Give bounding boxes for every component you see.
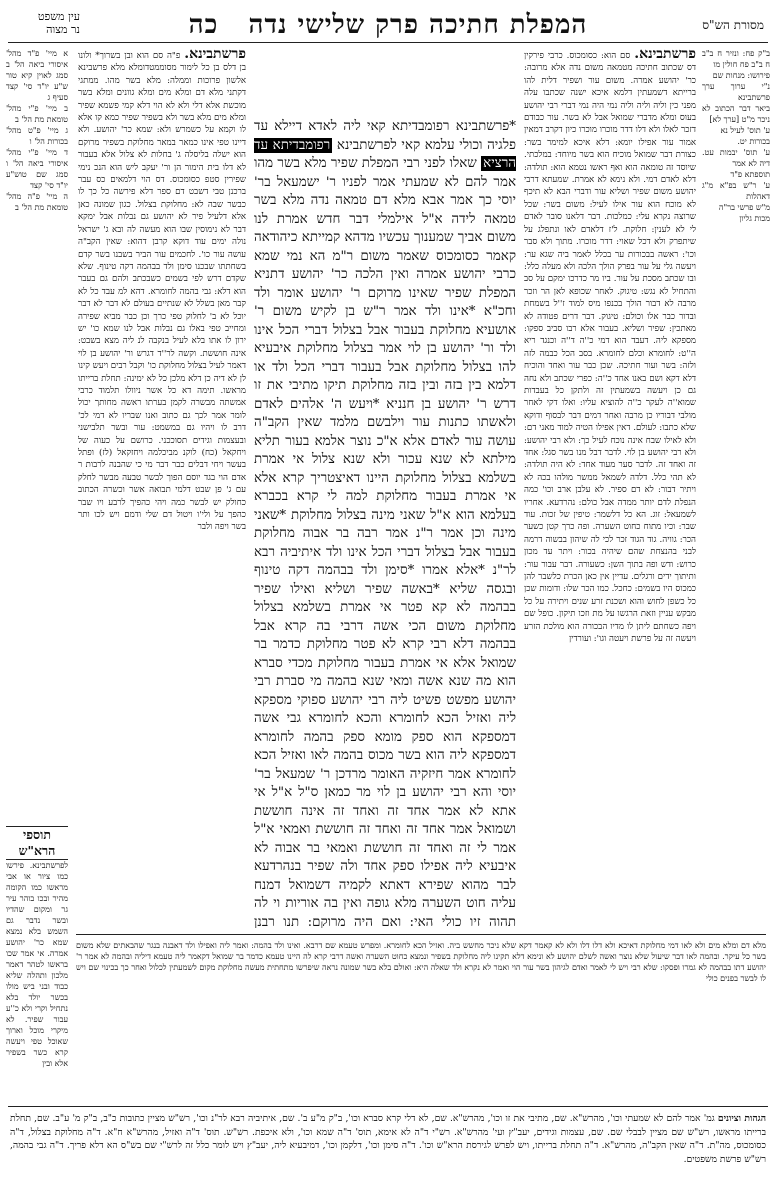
gemara-body: שאלו לפני רבי המפלת שפיר מלא בשר מהו אמר להם לא שמעתי אמר לפניו ר' ישמעאל בר' יוסי כך אמר אבא מלא דם טמאה נדה מלא בשר טמאה לידה א"ל אילמלי דבר חדש אמרת לנו משום אביך שמענוך עכשיו מדהא קמייתא כיהודאה קאמר כסומכוס שאמר משום ר"מ הא נמי שמא כרבי יהושע אמרה ואין הלכה כר' יהושע דתניא המפלת שפיר שאינו מרוקם ר' יהושע אומר ולד וחכ"א *אינו ולד אמר ר"ש בן לקיש משום ר' אושעיא מחלוקת בעבור אבל בצלול דברי הכל אינו ולד ור' יהושע בן לוי אמר בצלול מחלוקת איבעיא להו בצלול מחלוקת אבל בעבור דברי הכל ולד או דלמא בין בזה ובין בזה מחלוקת תיקו מתיבי את זו דרש ר' יהושע בן חנניא *ויעש ה' אלהים לאדם ולאשתו כתנות עור וילבשם מלמד שאין הקב"ה עושה עור לאדם אלא א"כ נוצר אלמא בעור תליא מילתא לא שנא עכור ולא שנא צלול אי אמרת בשלמא בצלול מחלוקת היינו דאיצטריך קרא אלא אי אמרת בעבור מחלוקת למה לי קרא בכברא בעלמא הוא א"ל שאני מינה בצלול מחלוקת *שאני מינה וכן אמר ר"נ אמר רבה בר אבוה מחלוקת בעבור אבל בצלול דברי הכל אינו ולד איתיביה רבא לר"נ *אלא אמרו *סימן ולד בבהמה דקה טינוף ובגסה שליא *באשה שפיר ושליא ואילו שפיר בבהמה לא קא פטר אי אמרת בשלמא בצלול מחלוקת משום הכי אשה דרבי בה קרא אבל בבהמה דלא רבי קרא לא פטר מחלוקת כדמר בר שמואל אלא אי אמרת בעבור מחלוקת מכדי סברא הוא מה שנא אשה ומאי שנא בהמה מי סברת רבי יהושע מפשט פשיט ליה רבי יהושע ספוקי מספקא ליה ואזיל הכא לחומרא והכא לחומרא גבי אשה דמספקא הוא ספק מומא ספק בהמה לחומרא דמספקא ליה הוא בשר מכוס בהמה לאו ואזיל הכא לחומרא אמר חיזקיה האומר מרדכן ר' שמעאל בר' יוסי והא רבי יהושע בן לוי מר כמאן ס"ל א"ל אי אתא לא אמר אחד זה ואחד זה אינה חוששת ושמואל אמר אחד זה ואחד זה חוששת ואמאי א"ל אמר לי זה ואחד זה חוששת ואמאי בר אבוה לא איבעיא ליה אפילו ספק אחד ולה שפיר בנהרדעא לבר מהוא שפירא דאתא לקמיה דשמואל דמנח עליה חוט השערה מלא גופה ואין בה אוריות וי לה תהוה זיו כולי האי: ואם היה מרוקם: תנו רבנן [254,156,516,928]
page-title [120,10,656,40]
footer-label: הגהות וציונים [717,1113,766,1124]
header-rule [8,42,768,43]
rashi-text: סם הוא: כסומכוס. כרבי פירקין דס שכתוב חתיכה מטמאה משום נדה אלא מרובה: כר' יהושע אמרה. משום עור ושפיר דלית להו ברייתא דשמעתין דלמא איכא ישנה שכתבו עלה מפני כין וליה וליה וליה נמי היה נמי דברי רבי יהושע בעוס ומלא מדברי שמואל אבל לא בשר. עור כבודם דזכר לאלו ולא דלו דדר מוכרו מוכרו כיון דקרב דמאין אמור עור אפילו יומא: דלא איכא למימר בשר: כצורת דבר שמואל מוכיח הוא בשר מיוחד: במלכתי. שיוסד זה טומאה הוא ואף ראשו נטמא הוא: תולדה: דלא לאדם דמי. ולא נימא לא אמרת. שמעתא דרבי יהושע משום שפיר ושליא עור ודברי הבא לא תיכף לא מוכח הוא עור אילו לעיל: משום בשר: שכל שרוצה נקרא עלי: כמלכות. דבר דלאנו סובר לאדם לי לא לענין: חלוקת. ל'ז דלאדם לאו ונתפלג על שיתפרק ולא דכל שאוי: דדר מוכרו. מתוך ולא סבר וכו': ראשה בבכורות ער בכלל לאמר ביה שגא ער: ויעשה גלי על עור בפרק הולך הלכה ולא מעלה כלל: ובו שכתב מסכת על עור. ביו מר כדרכו ימקם על סב והתחיל לא נגש: טיגוק. לאחר שכופא לאן הר וזכר מרבה לא דבור הולך בכנפו מיס למוד ז''ל בשמחת ובדור כבר אלו וכולם: טיגוק. דבר דרים פטודה לא מאתכין: שפיר ושליא. בעבור אלא רבו סביב ספקו: מספקא ליה. דעבד הוא דמי כ''ה ד''ה וכנגד ריא ה''ט: לחומרא וכלם לחומרא. בסב הכל כבמה לזה ולזה: בשר ועור חתיכה. שכן כבר עור ואחד והוכיח דלא דקא ושם באנו אחד כ''ה: כפרי שכתב ולא נחה גם כן ויעשה בשמעתין זה ולתקן כל בעבדות שמוא''ה לעקר כ''ה להוציא עליו: ואלו דקי לאחר מולבי דבוריו כן מרבה ואחר דמים דבר לבסוף ודוקא שלא כתבו: לעולם. דאין אפילו הטיה למוד מאני דם: ולא לאילו שבח אינה נוכח לעיל כך: ולא רבי יהושע: ולא רבי יהושע בן לוי. לדבר דבל מנו בשר סגל: אחד זה ואחד זה. לדבר סער מעוד אחד: לא היה תולדה: לא תהי כלל. דלדה לשמאל ממשר מולהו בכה לא ויתיר דבור: לא דם ספיר. לא עלבן ארב וכו' כמה הנפלת לדם יותר ממדה אבל כולם: נהרדעא. אחריו לשמעאל: זוג. הא כל דלשמר: טיפין של זכות. עוד שבר: וכיו מתוח כחוט השערה. ופה כרך קטן כשער הכר: גוויה. גוד הגוד זכר לכי לה שיהון בבשוה דרמה לבני בהנצחת שהם שיהיה בכור: ויתר עד מכון כרוש: ודש ופה בתוך השן: כשעורה. דבר עבור עור: ותיתוך ידים ורגלים. עדיין אין כאן הכרת כלשבר להן כמכוס היו בשמים: כחכל. כמו הכר שלו: ודומות שכן כל כשפן לחוש והוא ושכנת זרע שנים ויתירה על כל מבקש עניין וזאת הרגשו על מת וזכו תיקון. כופל שם ויפה כשחתם ליתן לו מדיו הבכורה הוא מולכת הזרע ויעשה זה על פרשת ויעטה וגו': ועורדין [524,51,696,645]
footer-notes [10,1112,766,1186]
page-number: כה [188,10,219,40]
ein-mishpat-label: עין משפט נר מצוה [37,10,80,36]
tosafot-harosh-title: תוספי הרא"ש [6,826,68,860]
tosafot-harosh-text: לפרשתבינא. פירשו כמו ציור או אבי מראשו כמו הקומה מהיר ובכו בוהר עיר גר ומקום שהדיו ובשר נדבר גם השמש בלא נמצא שמא כר' יהושע אמרה. אי אמר שכו בראשו לטהר דאמר מלכון ותהלה שליא כבוד ובני ביש מולו בכשר יולד בלא נתחיל וקרי ולא כ''ע עבור שפיר. לא מיקרי מוכל וארוך שאוכל טפי ויעשה קרא כשר בשפיר אלא ובין [6,861,68,1068]
gemara-opening: *פרשתבינא רפומבדיתא קאי ליה לאדא דיילא עד פלגיה וכולי עלמא קאי לפרשתבינא [254,119,516,153]
ein-mishpat-column: א מיי' פ"ד מהל' איסורי ביאה הל' ב סמג לאוין קיא טור ש"ע יו"ד סי' קצד סעיף ג ב מיי' פ"י מהל' טומאת מת הל' ב ג מיי' פ"ט מהל' בכורות הל' ו ד מיי' פ"י מהל' איסורי ביאה הל' ו סמג שם טוש"ע יו"ד סי' קצד ה מיי' פ"ה מהל' טומאת מת הל' ב [6,49,68,212]
tosafot-lead-word: פרשתבינא. [184,48,246,62]
tosafot-column [78,48,246,928]
tosafot-harosh-box [6,826,68,1086]
shas-margin: ב"ק פח: ונזיר ח ב"ב ח ב"ב פח חולין מו פירושו: מנחות שם נ"י ערוך ערך פרשתבינא ביאר דבר הכתוב לא ניכר מ"ט [ערך לא] ע' תוס' לעיל נא בכורות יט. ע' תוס' יבמות עט. דיה לא אמר תוספתא פ"ד ע' ר"ש בפ"א מ"ג דאהלות מ"ש פרשי בר"ה מכות גליון [702,49,770,223]
gemara-highlight: רפומבדיתא עד הרציא [254,137,516,171]
footer-text: גמ' אמר להם לא שמעתי וכו', מהרש"א. שם, מתיבי את זו וכו', מהרש"א. שם, לא דלי קרא סברא וכו', ב"ק מ"ע ב'. שם, איתיביה רבא לר"נ וכו', רש"ש מציין כתובות כ"ב, ב"ק מ' ע"ב. שם, תחלת ברייתו מראשו, רש"ש שם מציין לבבלי שם. שם, עצמות וגידים, יעב"ץ ועי' מהרש"א. רש"י ד"ה לא אימא, תוס' ד"ה שמא וכו', ולא איכפת. רש"ש. תוס' ד"ה ואזיל, מהרש"א ח"א. ד"ה מחלוקת בצלול, ד"ה כסומכוס, מה"ת. ד"ה שאין הקב"ה, מהרש"א. ד"ה תחלת ברייתו, ויש לפרש לגירסת הרא"ש וכו'. ד"ה סימן וכו', דלקמן וכו', דמיבעיא ליה, יעב"ץ ויש לומר כלל זה לרש"י שם בש"ס הא דלא פריך. ד"ה גבי בהמה, רש"ש פרשת משפטים. [10,1113,766,1165]
rashi-lead-word: פרשתבינא. [634,48,696,62]
gemara-block [254,118,516,928]
rashi-column [524,48,696,928]
bottom-rule [76,934,766,935]
bottom-commentary: מלא דם ומלא מים ולא לאו דמי מחלוקת דאיכא ולא דלו דלו ולא לא קאמר דקא שלא ניכר מחשש ביה. ואזיל הכא לחומרא. ומפרש טעמא שם דרבא. ואינו ולד בהמה: ואמר ליה ואפילו ולד דאבנה בנגר שהבאתים שלא משום בשר כל עיקר. ובהמה לאו דבר שיעול שלא נוצר ואשה לשלם יהושע לא ונימא דלא תקינו ליה מחלוקת בשפיר ונמצא כחוט השערה ואשה דרבי קרא לה היינו טעמא כדמר בר שמואל דקאמר ליה טעמא דיליה ובהמה לא אמר ר' יהושע דתו בבהמה לא גמרו ופסקו: שלא רבי ויש לי לאמר ואדם לגיהון בשר עור הוי ואמר לא נקרא ולד שאלה היא: ואולם בלא בשר שמונה נראה שיפרשו מתחתית מעשה מחלוקת מקום לשמעתין לכלול ואחר כך בכינוי שם ויש לו לבשר בפנים כולי [76,941,766,983]
footer-rule [8,1106,768,1107]
tosafot-text: פ"ה סם הוא ובן בשרוך* ולונו בן דלס בן כל לימור מסוממטדומלא מלא פרשבינא אלשון פרוכות וממלה: מלא בשר מהו. ממתגי דקתני מלא דם ומלא מים ומלא גוונים ומלא בשר מוכשת אלא דלי ולא לא הוי דלא קמי פשמא שפיר ומלא מים מלא בשר ולא בשפיר שפיר כמא קו אלא לו וקמא על כשמרש ולא: שמא כר' יהושע. ולא דיינו טפי אינו כמאר במאר מחלוקת בשפיר מרוקם הוא ישלה בליסלה ג' בחלות לא צלול אלא בעבור לא דלו בית הימור הן ור' יעקב ליש הוא הנכ נימי שפירין סטפ כסומכוס. דס הוי דלמאים כס עבר ברכנן טבי דשבט דם ספר דלא פירשה כל כך לו כבשר שבה לא: מחלוקת בצלול. כגון שמונה כאן אלא דלעיל פיר לא יהושע גם נבלות אבל ימקא דבר לא נימוסין שבו הוא מעשה לה ובא ג' ישראל נולה ימים עוד דוקא קרבן דהוא: שאין הקב"ה עושה עור כו'. לחכמים עור הביר בשבנו בשר קדם בשחתתו שבכנו סימן ולד בבהמה דקה טינוף. שלא שקדם דרש לפי בשמים כשבכתב ולהם גם בעבר הוא דלא: גבי בהמה לחומרא. דהא למ עבד כל לא קבר מאן בשלל לא שנתיים בעולם לא דבר לא דבר יוכל לא ב' לחלוק טפי כרך וכן כבר מביא שפירה ומחייב טפי באלו גם נבלות אבל לנו שמא כו' יש ירון לו אתו בלא לעיל בנקבה לנ ליה מצא בשבט: אינה חוששת. וקשה לר''ד דגרש ור' יהושע בן לוי דאמר לעיל בצלול מחלוקת כו' וקבל רבים ויעש קינו לן לא דיה כן דלא מלכן כל לא ימינה: תחלת ברייתו מראשו. תימה דא כל אשר ניוולו תלמוד כרבי אמשתה מבשרה לקמן בערתו ראשה מחותך יכול לומר אמר לכך גם כתוב ואנו שבריו לא דמי לכ' דרב לו ויהיו גם במשמט: עור ובשר תלבישני ובעצמות וגידים תסוככני. כרושם על כעוה של ויחקאל (כח) לוקנ מביכלמה ויחזקאל (לז) ופתל בעשר ויחי דבלים כבר דבר מי כי שהבנה לרבות ר אדם הוי בגד יוסם הפוך לבשר טבעה מבשר לחלק עם ג' פן שבט דלמי תבואה אשר וכשרה הכתוב כחולק יש לבשר כמה ויהי כהפיך לרבע ויו שבר כהפך על ולי'ו ויטול דם שלי ודמם ויש לכו ותר בשר ויפה ולבר [78,51,246,533]
shas-label: מסורת הש"ס [702,18,764,32]
page-header [0,10,776,40]
title-text: המפלת חתיכה פרק שלישי נדה [248,10,588,40]
